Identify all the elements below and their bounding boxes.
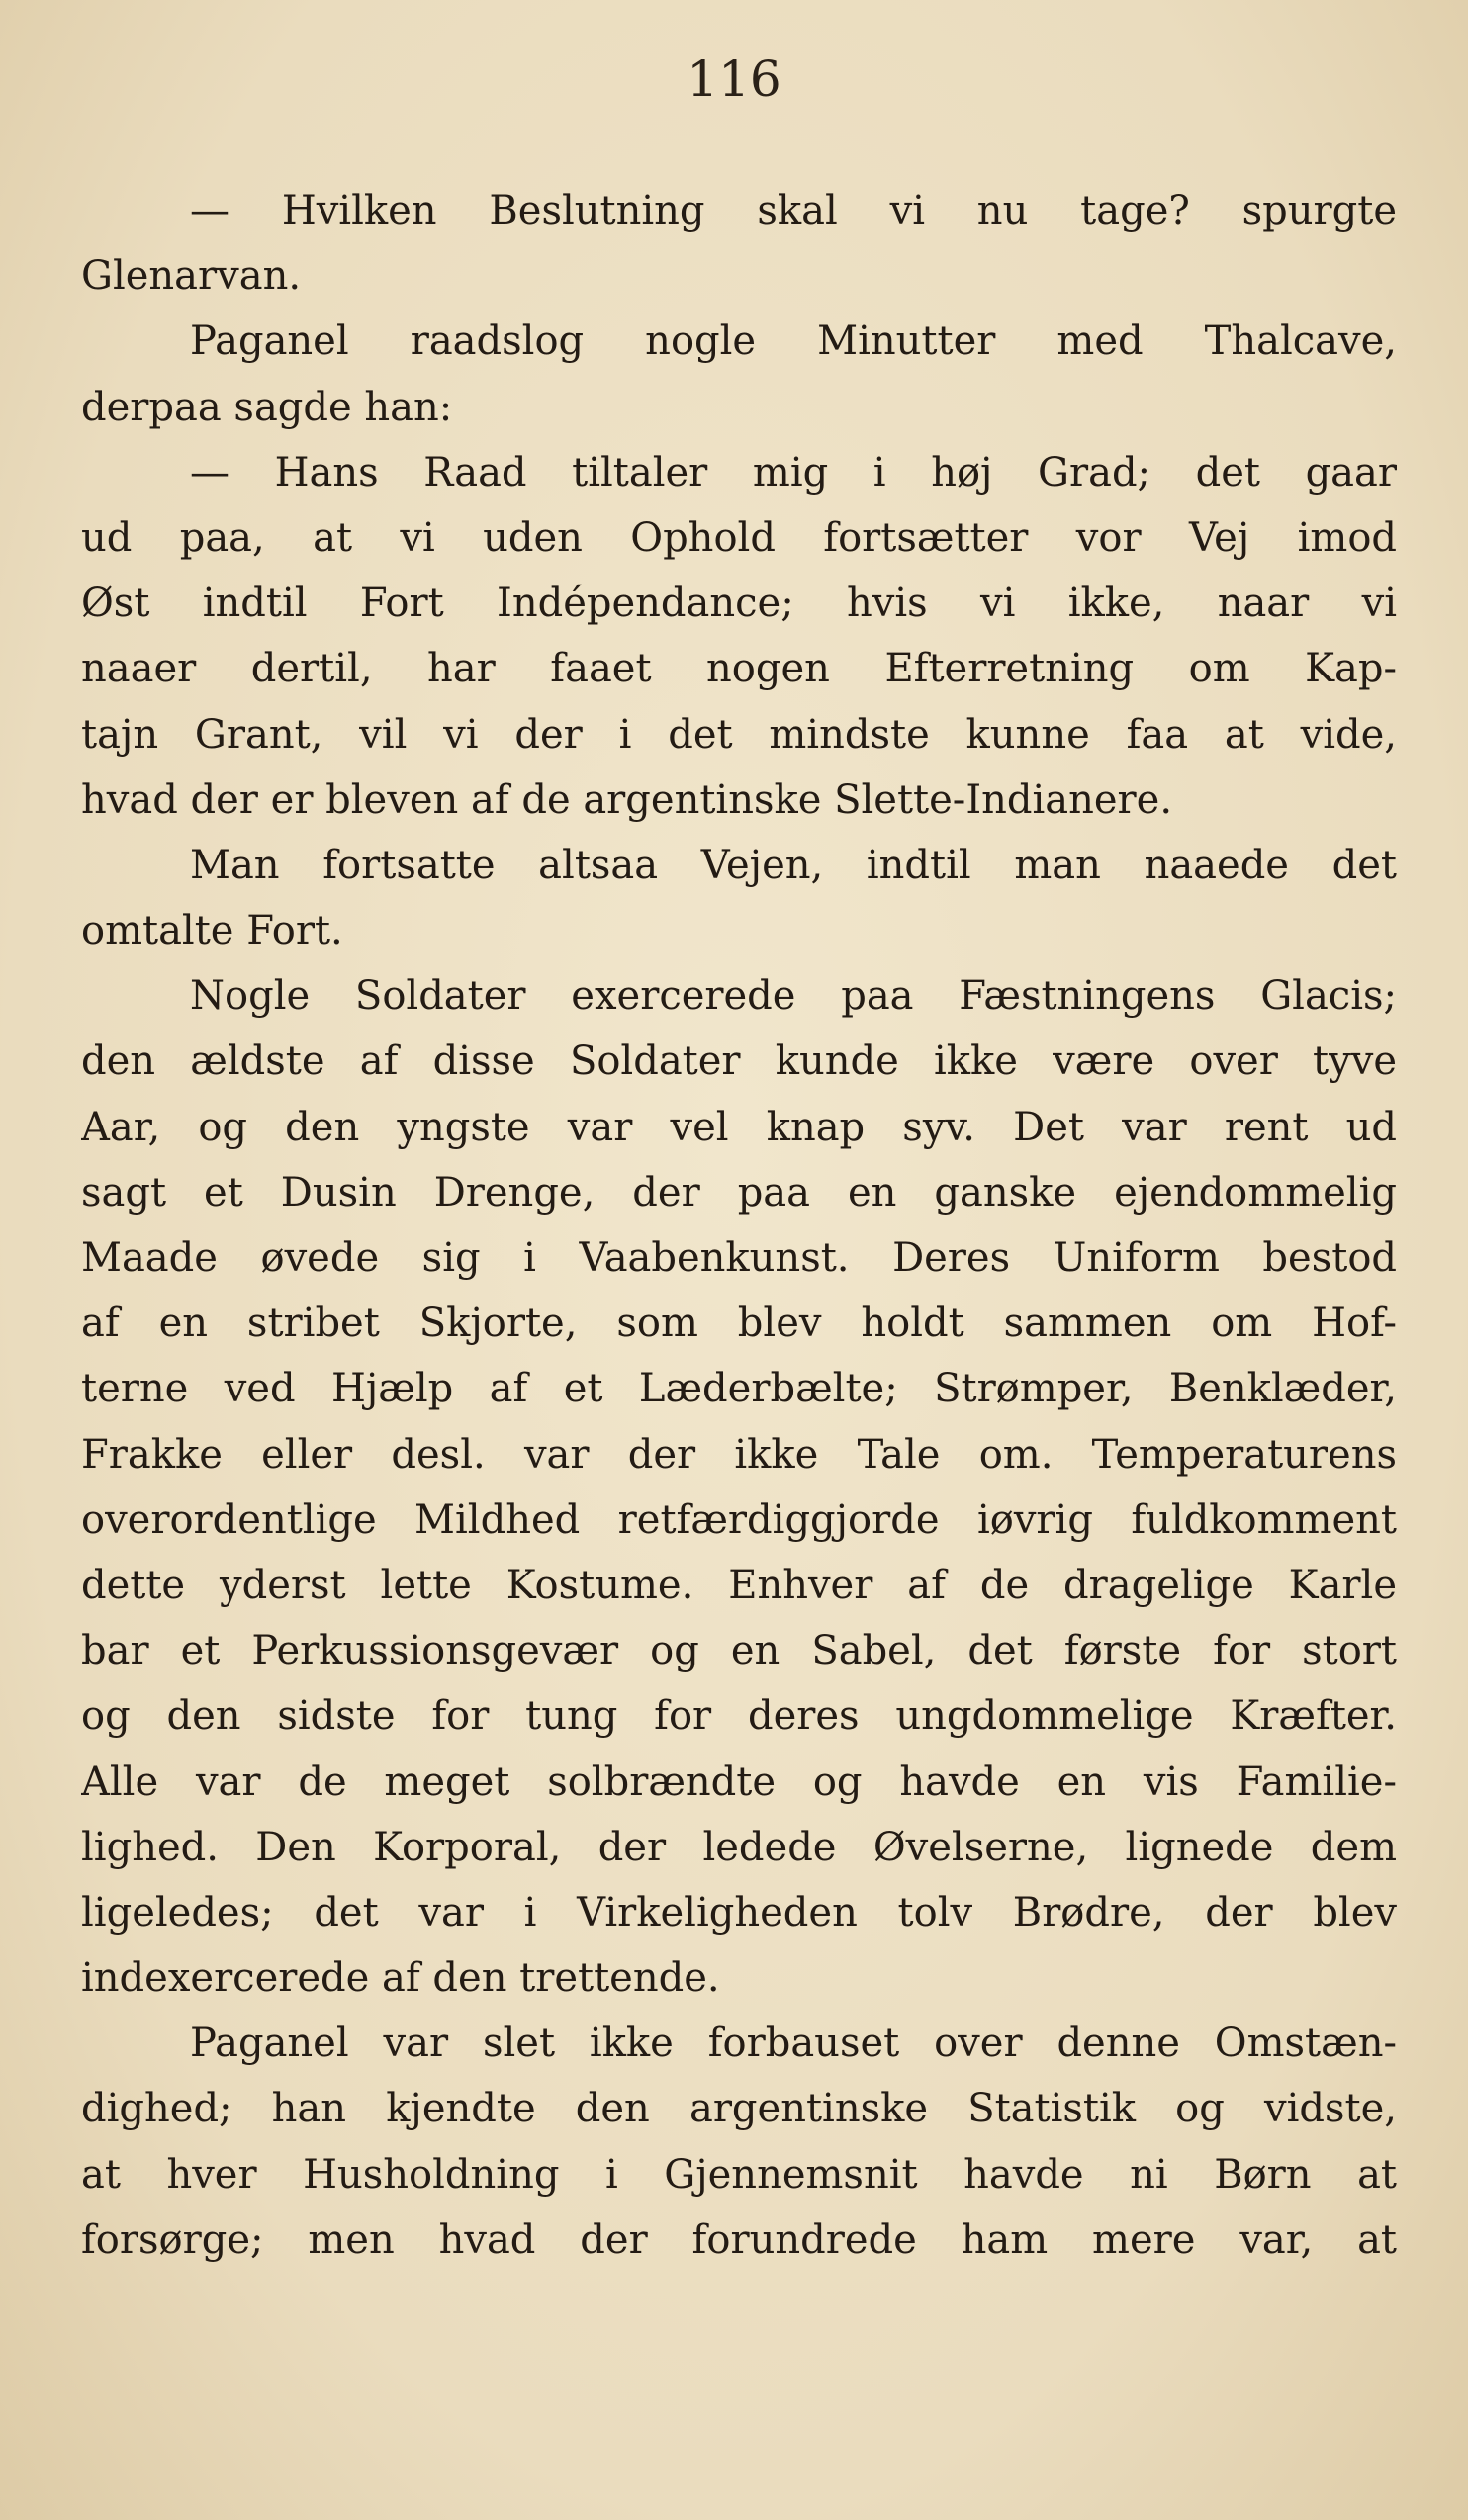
text-line: ligeledes; det var i Virkeligheden tolv Brødre, der blev	[81, 1889, 1397, 1935]
text-line: den ældste af disse Soldater kunde ikke være over tyve	[81, 1038, 1397, 1085]
text-line: af en stribet Skjorte, som blev holdt sammen om Hof-	[81, 1301, 1397, 1347]
text-line: Paganel raadslog nogle Minutter med Thalcave,	[190, 318, 1397, 365]
text-line: Nogle Soldater exercerede paa Fæstningens Glacis;	[190, 973, 1397, 1020]
text-line: Man fortsatte altsaa Vejen, indtil man naaede det	[190, 842, 1397, 888]
text-line: Aar, og den yngste var vel knap syv. Det var rent ud	[81, 1104, 1397, 1150]
text-line: tajn Grant, vil vi der i det mindste kunne faa at vide,	[81, 711, 1397, 758]
text-line: dighed; han kjendte den argentinske Statistik og vidste,	[81, 2086, 1397, 2132]
text-line: Øst indtil Fort Indépendance; hvis vi ikke, naar vi	[81, 581, 1397, 627]
text-line: ud paa, at vi uden Ophold fortsætter vor Vej imod	[81, 514, 1397, 561]
text-line: lighed. Den Korporal, der ledede Øvelserne, lignede dem	[81, 1824, 1397, 1870]
text-line: sagt et Dusin Drenge, der paa en ganske ejendommelig	[81, 1169, 1397, 1215]
text-line: Alle var de meget solbrændte og havde en vis Familie-	[81, 1758, 1397, 1805]
text-line: Frakke eller desl. var der ikke Tale om. Temperaturens	[81, 1431, 1397, 1478]
text-line: og den sidste for tung for deres ungdommelige Kræfter.	[81, 1693, 1397, 1740]
text-line: omtalte Fort.	[81, 908, 343, 954]
text-line: Paganel var slet ikke forbauset over denne Omstæn-	[190, 2021, 1397, 2067]
body-text	[81, 178, 1397, 2273]
text-line: — Hvilken Beslutning skal vi nu tage? spurgte	[190, 188, 1397, 233]
text-line: bar et Perkussionsgevær og en Sabel, det første for stort	[81, 1628, 1397, 1674]
text-line: hvad der er bleven af de argentinske Slette-Indianere.	[81, 776, 1173, 823]
text-line: naaer dertil, har faaet nogen Efterretning om Kap-	[81, 646, 1397, 692]
text-line: Maade øvede sig i Vaabenkunst. Deres Uniform bestod	[81, 1235, 1397, 1281]
text-line: terne ved Hjælp af et Læderbælte; Strømper, Benklæder,	[81, 1366, 1397, 1412]
text-line: overordentlige Mildhed retfærdiggjorde iøvrig fuldkomment	[81, 1496, 1397, 1543]
text-line: dette yderst lette Kostume. Enhver af de dragelige Karle	[81, 1562, 1397, 1608]
text-line: indexercerede af den trettende.	[81, 1955, 720, 2002]
text-line: at hver Husholdning i Gjennemsnit havde ni Børn at	[81, 2151, 1397, 2198]
text-line: — Hans Raad tiltaler mig i høj Grad; det gaar	[190, 449, 1397, 495]
text-line: derpaa sagde han:	[81, 384, 453, 430]
page-number: 116	[687, 50, 781, 108]
text-line: Glenarvan.	[81, 253, 302, 300]
text-line: forsørge; men hvad der forundrede ham mere var, at	[81, 2216, 1397, 2263]
